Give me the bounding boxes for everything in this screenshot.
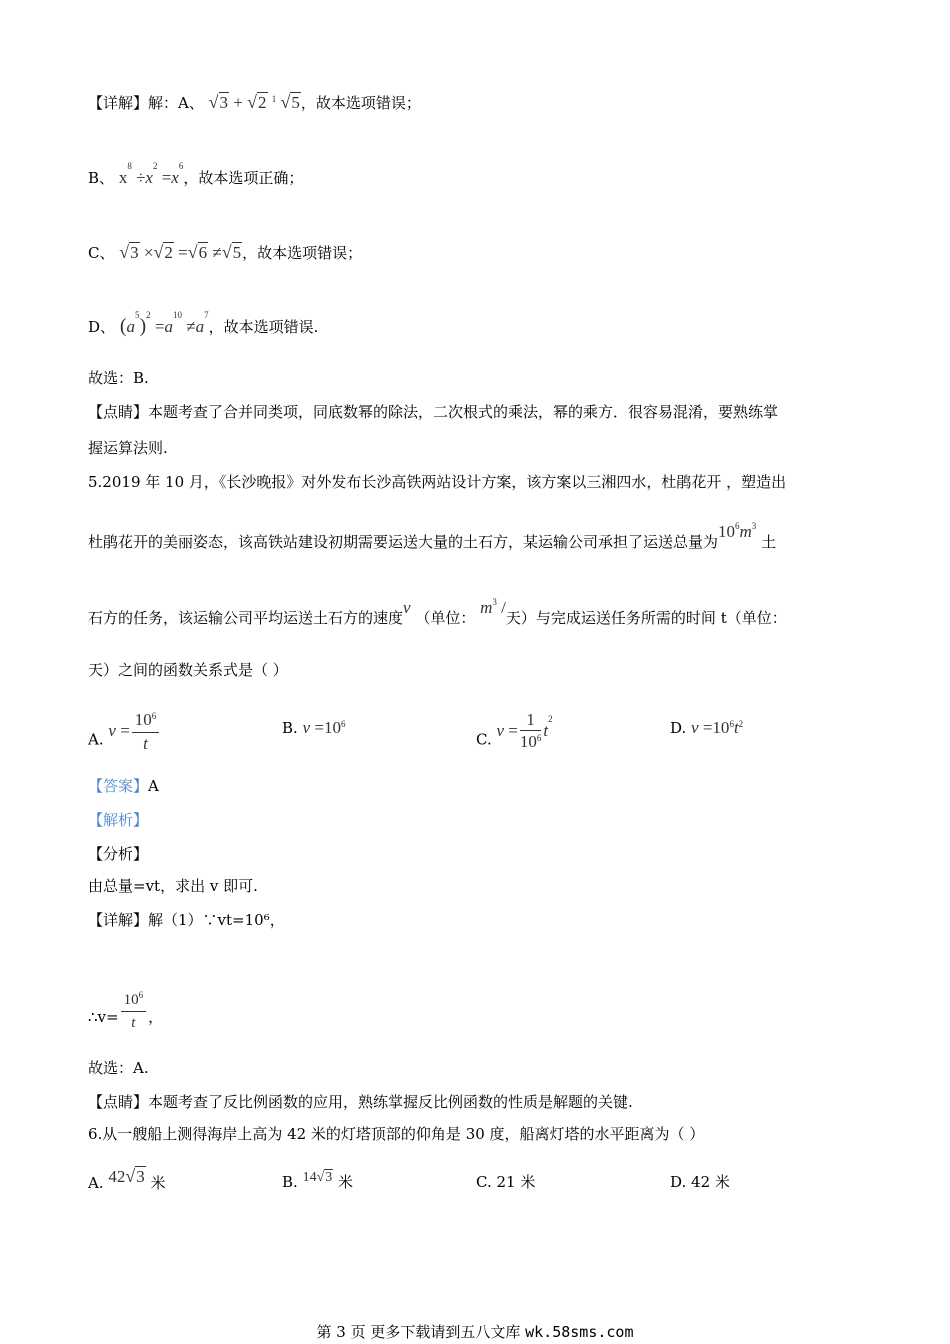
math-q6-b: 14√3 <box>302 1170 333 1185</box>
detail-label: 【详解】 <box>88 94 149 112</box>
footer-site-link[interactable]: wk.58sms.com <box>525 1323 634 1341</box>
q5-stem-4: 天）之间的函数关系式是（ ） <box>88 661 288 679</box>
q4-detail-b-line: B、 $x^8 \div x^2 =x^6$，故本选项正确； <box>88 161 304 187</box>
answer-label: 【答案】 <box>88 777 149 795</box>
math-a: √3 + √2 $^1$ √5 <box>208 92 300 112</box>
q5-detail: 【详解】解（1）∵vt=10⁶， <box>88 911 285 929</box>
math-unit: $m^3$ / <box>480 597 506 617</box>
math-option-a: v = $\frac{10^6}{t}$ <box>108 721 161 740</box>
q5-therefore: ∴v= $\frac{10^6}{t}$ ， <box>88 990 164 1031</box>
q5-analysis-label: 【解析】 <box>88 811 149 829</box>
comment-label: 【点睛】 <box>88 1093 149 1111</box>
q5-fenxi-label: 【分析】 <box>88 845 149 863</box>
math-d: $(a^5)^2 =a^{10} \ne a^7$ <box>119 310 209 337</box>
footer-page-text: 第 3 页 更多下载请到五八文库 <box>316 1323 526 1341</box>
q4-detail-a-line: 【详解】解：A、 √3 + √2 $^1$ √5，故本选项错误； <box>88 92 421 112</box>
q5-option-b[interactable]: B. $v =10^6$ <box>282 718 346 737</box>
q4-detail-c-line: C、 √3 ×√2 =√6 ≠√5，故本选项错误； <box>88 242 363 262</box>
q5-option-a[interactable]: A. v = $\frac{10^6}{t}$ <box>88 718 161 763</box>
comment-label: 【点睛】 <box>88 403 149 421</box>
math-option-c: v = $\frac{1}{10^6}$ $t^2$ <box>496 710 553 751</box>
q5-option-d[interactable]: D. $v =10^6t^2$ <box>670 718 744 737</box>
q4-comment-1: 【点睛】本题考查了合并同类项，同底数幂的除法，二次根式的乘法，幂的乘方．很容易混淆，要熟练掌 <box>88 403 779 421</box>
q6-option-b[interactable]: B. 14√3 米 <box>282 1170 354 1191</box>
math-q6-a: 42√3 <box>108 1166 145 1186</box>
q5-fenxi-text: 由总量=vt，求出 v 即可. <box>88 877 258 895</box>
math-option-d: $v =10^6t^2$ <box>691 718 744 737</box>
q5-choose: 故选：A. <box>88 1059 149 1077</box>
math-c: √3 ×√2 =√6 ≠√5 <box>119 242 242 262</box>
math-v: v <box>403 598 411 617</box>
q6-option-a[interactable]: A. 42√3 米 <box>88 1166 166 1192</box>
q4-comment-2: 握运算法则. <box>88 439 168 457</box>
q4-choose: 故选：B. <box>88 369 149 387</box>
q5-stem-1: 5.2019 年 10 月，《长沙晚报》对外发布长沙高铁两站设计方案，该方案以三湘四水，杜鹃花开 ，塑造出 <box>88 473 787 491</box>
q6-option-c[interactable]: C. 21 米 <box>476 1173 536 1191</box>
math-option-b: $v =10^6$ <box>302 718 346 737</box>
q4-detail-d-line: D、 $(a^5)^2 =a^{10} \ne a^7$，故本选项错误. <box>88 310 319 337</box>
q5-stem-3: 石方的任务，该运输公司平均运送土石方的速度v （单位： $m^3$ /天）与完成运送任务所需的时间 t（单位： <box>88 597 787 627</box>
detail-label: 【详解】 <box>88 911 149 929</box>
page-footer <box>0 1322 950 1342</box>
math-therefore: $\frac{10^6}{t}$ <box>119 1001 149 1020</box>
q5-option-c[interactable]: C. v = $\frac{1}{10^6}$ $t^2$ <box>476 710 553 751</box>
q6-option-d[interactable]: D. 42 米 <box>670 1173 730 1191</box>
q6-stem: 6.从一艘船上测得海岸上高为 42 米的灯塔顶部的仰角是 30 度，船离灯塔的水平距离为（ ） <box>88 1125 705 1143</box>
q5-comment: 【点睛】本题考查了反比例函数的应用，熟练掌握反比例函数的性质是解题的关键. <box>88 1093 633 1111</box>
math-b: $x^8 \div x^2 =x^6$ <box>118 161 184 187</box>
q5-answer: 【答案】A <box>88 777 159 795</box>
q5-stem-2: 杜鹃花开的美丽姿态，该高铁站建设初期需要运送大量的土石方，某运输公司承担了运送总量为$10^6m^3$ 土 <box>88 521 777 551</box>
math-volume: $10^6m^3$ <box>718 521 757 541</box>
